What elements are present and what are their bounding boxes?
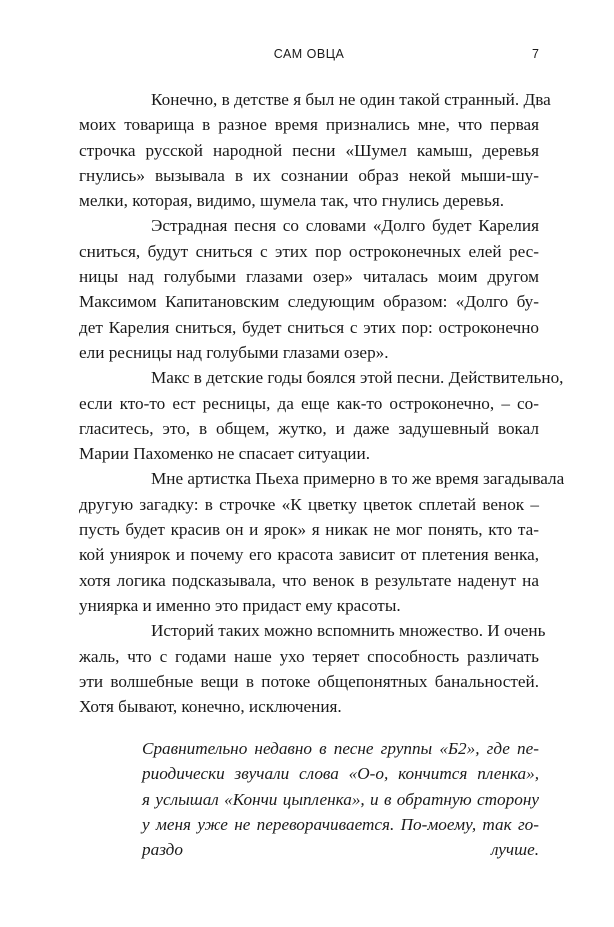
paragraph xyxy=(79,365,564,466)
quote-line: у меня уже не переворачивается. По-моему, так го- xyxy=(142,814,539,834)
quote-line: Сравнительно недавно в песне группы «Б2», где пе- xyxy=(142,739,539,758)
text-line: Хотя бывают, конечно, исключения. xyxy=(79,697,342,717)
text-line: Эстрадная песня со словами «Долго будет Карелия xyxy=(151,216,539,236)
text-line: эти волшебные вещи в потоке общепонятных банальностей. xyxy=(79,671,539,691)
text-line: другую загадку: в строчке «К цветку цветок сплетай венок – xyxy=(79,494,539,514)
body-text xyxy=(79,87,565,719)
text-line: кой униярок и почему его красота зависит от плетения венка, xyxy=(79,545,539,565)
text-line: Максимом Капитановским следующим образом: «Долго бу- xyxy=(79,292,539,312)
italic-quote xyxy=(142,736,539,862)
text-line: ели ресницы над голубыми глазами озер». xyxy=(79,342,389,362)
text-line: мелки, которая, видимо, шумела так, что гнулись деревья. xyxy=(79,191,505,211)
text-line: Макс в детские годы боялся этой песни. Действительно, xyxy=(151,368,564,388)
paragraph xyxy=(79,87,551,213)
text-line: строчка русской народной песни «Шумел камыш, деревья xyxy=(79,140,539,160)
paragraph xyxy=(79,466,565,618)
text-line: униярка и именно это придаст ему красоты. xyxy=(79,595,401,615)
quote-line: я услышал «Кончи цыпленка», и в обратную сторону xyxy=(142,789,539,809)
quote-line: риодически звучали слова «О-о, кончится пленка», xyxy=(142,764,539,784)
text-line: пусть будет красив он и ярок» я никак не мог понять, кто та- xyxy=(79,520,539,540)
page-number: 7 xyxy=(532,47,539,61)
text-line: Марии Пахоменко не спасает ситуации. xyxy=(79,444,370,464)
quote-line: раздо лучше. xyxy=(142,840,539,860)
running-head xyxy=(79,44,539,64)
paragraph xyxy=(79,618,546,719)
text-line: сниться, будут сниться с этих пор остроконечных елей рес- xyxy=(79,241,539,261)
text-line: ницы над голубыми глазами озер» читалась моим другом xyxy=(79,267,539,287)
text-line: гласитесь, это, в общем, жутко, и даже задушевный вокал xyxy=(79,418,539,438)
text-line: если кто-то ест ресницы, да еще как-то остроконечно, – со- xyxy=(79,393,539,413)
text-line: моих товарища в разное время признались мне, что первая xyxy=(79,115,539,135)
text-line: хотя логика подсказывала, что венок в результате наденут на xyxy=(79,570,539,590)
text-line: жаль, что с годами наше ухо теряет способность различать xyxy=(79,646,539,666)
text-line: дет Карелия сниться, будет сниться с этих пор: остроконечно xyxy=(79,317,539,337)
text-line: гнулись» вызывала в их сознании образ некой мыши-шу- xyxy=(79,165,539,185)
text-line: Мне артистка Пьеха примерно в то же время загадывала xyxy=(151,469,565,489)
running-title: САМ ОВЦА xyxy=(273,47,345,61)
text-line: Конечно, в детстве я был не один такой странный. Два xyxy=(151,90,551,109)
text-line: Историй таких можно вспомнить множество. И очень xyxy=(151,621,546,641)
paragraph xyxy=(79,213,539,365)
